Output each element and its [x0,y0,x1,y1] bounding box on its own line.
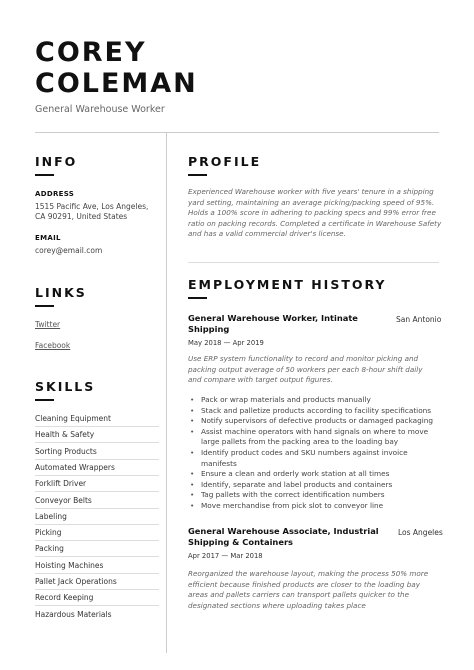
skill-item: Conveyor Belts [35,495,92,505]
profile-line: ratio on packing records. Completed a certificate in Warehouse Safety [188,218,442,228]
bullet-icon: • [190,490,195,500]
profile-divider [188,262,439,263]
name-first: COREY [35,37,147,68]
job-1-bullet [188,469,443,480]
skill-divider [35,508,159,509]
profile-line: Experienced Warehouse worker with five years' tenure in a shipping [188,187,434,196]
profile-line: yard setting, maintaining an average picking/packing speed of 95%. [188,197,435,207]
job-1-bullet-line: Pack or wrap materials and products manually [201,395,371,404]
job-1-bullet [188,448,443,469]
job-2-summary-line: areas and pallets carriers can transport pallets quicker to the [188,590,410,600]
twitter-link[interactable]: Twitter [35,320,61,329]
job-2-title [188,526,379,548]
header-divider [35,132,439,133]
profile-line: Holds a 100% score in adhering to packing specs and 99% error free [188,208,436,218]
name-last: COLEMAN [35,68,198,99]
job-1-summary-line: Use ERP system functionality to record and monitor picking and [188,354,419,363]
skill-item: Automated Wrappers [35,462,115,472]
skill-divider [35,426,159,427]
job-1-bullet-line: manifests [201,458,237,468]
links-underline [35,305,54,307]
job-1-location: San Antonio [396,315,442,324]
skill-divider [35,524,159,525]
column-divider [166,133,167,653]
job-1-summary-line: packing output average of 50 workers per each 8-hour shift daily [188,364,423,374]
address-line-2: CA 90291, United States [35,212,128,221]
email-value: corey@email.com [35,246,103,255]
profile-line: and has a valid commercial driver's license. [188,229,346,239]
job-1-bullet-line: Identify product codes and SKU numbers against invoice [201,447,408,457]
bullet-icon: • [190,469,195,479]
skill-item: Forklift Driver [35,479,87,489]
profile-heading: PROFILE [188,154,262,169]
links-heading: LINKS [35,285,87,300]
skill-item: Health & Safety [35,430,95,440]
skill-item: Sorting Products [35,446,97,456]
profile-underline [188,174,207,176]
job-1-title-line-2: Shipping [188,324,230,334]
skill-item: Pallet Jack Operations [35,577,117,586]
job-2-summary-line: designated sections where uploading takes place [188,600,366,610]
bullet-icon: • [190,395,195,404]
email-label: EMAIL [35,234,61,242]
profile-summary [188,187,440,240]
skill-divider [35,475,159,476]
skills-heading: SKILLS [35,379,96,394]
job-1-bullet [188,395,443,406]
skill-divider [35,589,159,590]
candidate-title: General Warehouse Worker [35,104,165,115]
job-1-bullet [188,490,443,501]
job-1-bullet [188,416,443,427]
job-1-bullet-line: Stack and palletize products according to facility specifications [201,405,432,415]
address-line-1: 1515 Pacific Ave, Los Angeles, [35,202,149,211]
address-label: ADDRESS [35,190,75,198]
skill-item: Hoisting Machines [35,560,104,570]
job-1-bullet-line: Move merchandise from pick slot to conveyor line [201,500,384,510]
job-2-title-line-1: General Warehouse Associate, Industrial [188,526,379,536]
bullet-icon: • [190,500,195,510]
job-1-bullet-line: Tag pallets with the correct identification numbers [201,490,385,500]
employment-underline [188,297,207,299]
skill-item: Hazardous Materials [35,609,112,619]
skill-divider [35,459,159,460]
job-2-summary-line: efficient because finished products are closer to the loading bay [188,579,420,589]
job-1-bullet [188,427,443,448]
skill-divider [35,491,159,492]
bullet-icon: • [190,405,195,415]
job-1-bullet-line: Notify supervisors of defective products or damaged packaging [201,416,434,426]
skill-item: Record Keeping [35,593,94,603]
employment-heading: EMPLOYMENT HISTORY [188,277,387,292]
info-heading: INFO [35,154,78,169]
skill-item: Picking [35,528,62,538]
skill-divider [35,442,159,443]
skill-divider [35,573,159,574]
job-2-title-line-2: Shipping & Containers [188,537,293,547]
job-1-bullet-line: Assist machine operators with hand signals on where to move [201,426,429,436]
job-2-summary-line: Reorganized the warehouse layout, making the process 50% more [188,569,429,578]
skill-divider [35,605,159,606]
skill-divider [35,556,159,557]
bullet-icon: • [190,479,195,489]
skill-divider [35,540,159,541]
job-1-title [188,313,358,335]
job-1-summary [188,354,440,386]
info-underline [35,174,54,176]
job-1-title-line-1: General Warehouse Worker, Intinate [188,313,358,323]
job-1-bullet [188,480,443,491]
skill-item: Packing [35,544,64,554]
job-1-bullet [188,501,443,512]
bullet-icon: • [190,447,195,457]
bullet-icon: • [190,426,195,436]
facebook-link[interactable]: Facebook [35,341,71,350]
skill-item: Cleaning Equipment [35,414,111,423]
bullet-icon: • [190,416,195,426]
job-1-summary-line: and compare with target output figures. [188,375,333,385]
job-1-bullet-line: large pallets from the packing area to the loading bay [201,437,399,447]
job-2-location: Los Angeles [398,528,443,537]
job-1-dates: May 2018 — Apr 2019 [188,339,264,347]
job-2-dates: Apr 2017 — Mar 2018 [188,552,263,560]
candidate-name [35,37,198,99]
skills-underline [35,399,54,401]
job-1-bullet [188,406,443,417]
skill-item: Labeling [35,511,67,521]
job-1-bullet-line: Ensure a clean and orderly work station at all times [201,469,390,479]
job-1-bullet-line: Identify, separate and label products and containers [201,479,393,489]
job-1-bullets [188,395,443,512]
job-2-summary [188,569,440,611]
